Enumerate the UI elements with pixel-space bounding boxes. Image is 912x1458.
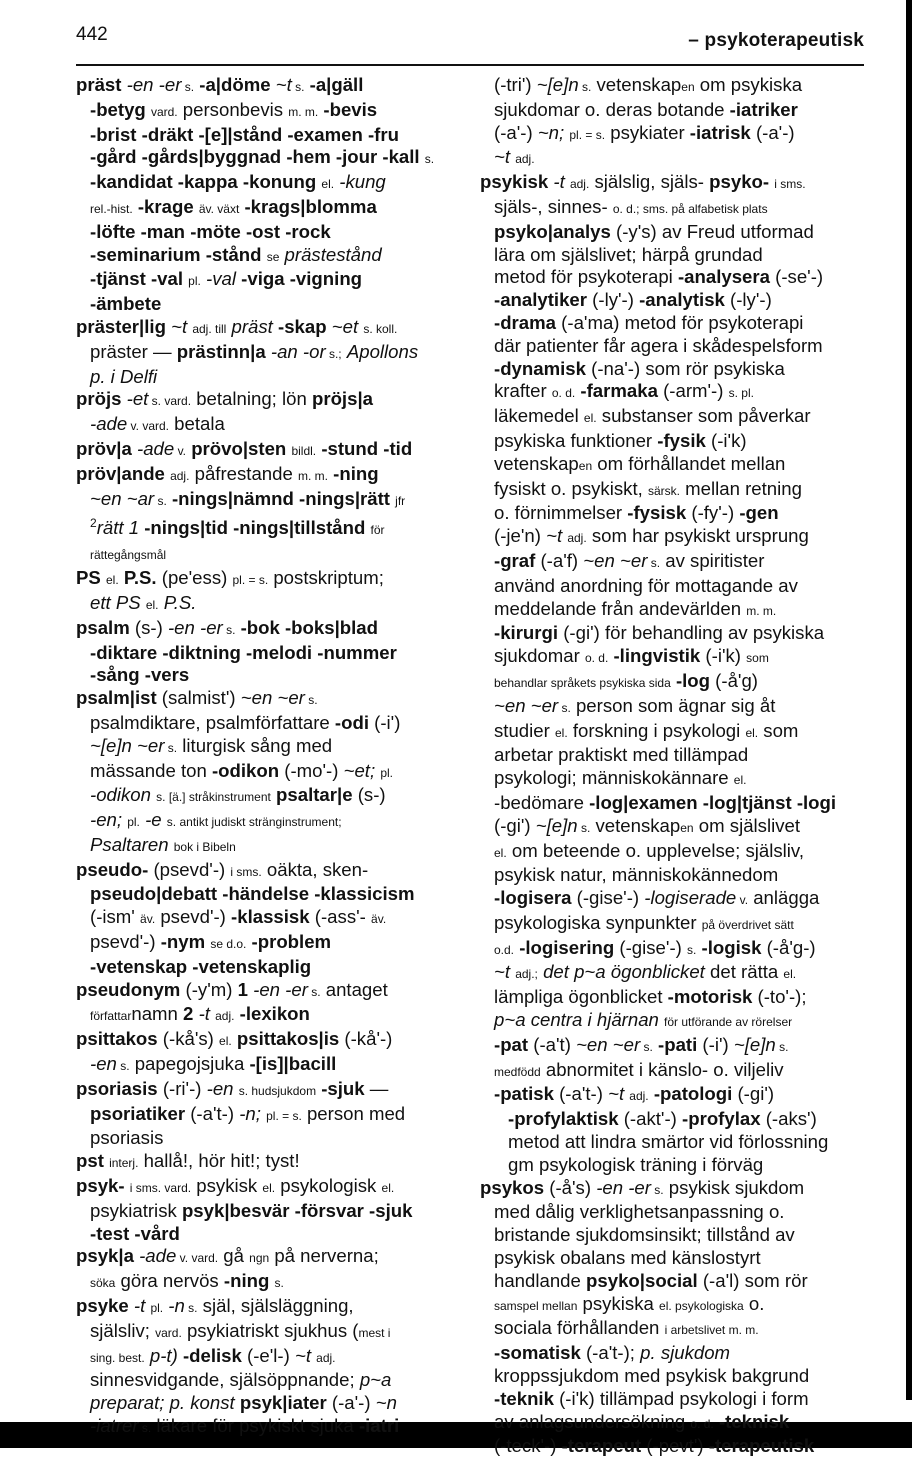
entry-line: studier el. forskning i psykologi el. som (494, 719, 799, 741)
entry-line: sinnesvidgande, själsöppnande; p~a (90, 1369, 392, 1391)
entry-line: präster|lig ~t adj. till präst -skap ~et s. koll. (76, 315, 398, 337)
entry-line: pröv|ande adj. påfrestande m. m. -ning (76, 462, 379, 484)
entry-line: psykisk -t adj. själslig, själs- psyko- i sms. (480, 171, 806, 193)
entry-line: psittakos (-kå's) el. psittakos|is (-kå'-) (76, 1028, 393, 1050)
entry-line: (-a'-) ~n; pl. = s. psykiater -iatrisk (-a'-) (494, 121, 795, 143)
running-head: – psykoterapeutisk (688, 30, 864, 51)
entry-line: PS el. P.S. (pe'ess) pl. = s. postskriptum; (76, 567, 384, 589)
entry-line: preparat; p. konst psyk|iater (-a'-) ~n (90, 1392, 397, 1414)
entry-line: -en s. papegojsjuka -[is]|bacill (90, 1053, 337, 1075)
entry-line: ~t adj. (494, 146, 535, 168)
entry-line: pröjs -et s. vard. betalning; lön pröjs|a (76, 388, 373, 410)
entry-line: -betyg vard. personbevis m. m. -bevis (90, 98, 378, 120)
entry-line: o.d. -logisering (-gise'-) s. -logisk (-å'g-) (494, 936, 816, 958)
entry-line: psykisk obalans med känslostyrt (494, 1247, 761, 1269)
entry-line: psykisk natur, människokännedom (494, 864, 779, 886)
entry-line: pst interj. hallå!, hör hit!; tyst! (76, 1150, 300, 1172)
entry-line: lära om själslivet; härpå grundad (494, 243, 763, 265)
entry-line: -iatrer s. läkare för psykiskt sjuka -iatri (90, 1415, 400, 1437)
entry-line: (-je'n) ~t adj. som har psykiskt ursprung (494, 525, 809, 547)
entry-line: psyk- i sms. vard. psykisk el. psykologisk el. (76, 1175, 395, 1197)
entry-line: handlande psyko|social (-a'l) som rör (494, 1269, 808, 1291)
entry-line: -diktare -diktning -melodi -nummer (90, 641, 397, 663)
entry-line: psoriasis (-ri'-) -en s. hudsjukdom -sjuk — (76, 1077, 389, 1099)
entry-line: -seminarium -stånd se prästestånd (90, 243, 382, 265)
entry-line: psyk|a -ade v. vard. gå ngn på nerverna; (76, 1245, 379, 1267)
entry-line: -vetenskap -vetenskaplig (90, 955, 312, 977)
entry-line: pseudonym (-y'm) 1 -en -er s. antaget (76, 978, 388, 1000)
entry-line: psoriasis (90, 1127, 164, 1149)
entry-line: (-teck'-) -terapeut (-pevt') -terapeutisk (494, 1435, 815, 1457)
entry-line: metod att lindra smärtor vid förlossning (508, 1131, 829, 1153)
entry-line: psykiatrisk psyk|besvär -försvar -sjuk (90, 1199, 413, 1221)
entry-line: $^2$rätt 1 -nings|tid -nings|tillstånd för (90, 516, 385, 539)
entry-line: psalm (s-) -en -er s. -bok -boks|blad (76, 616, 379, 638)
entry-line: -löfte -man -möte -ost -rock (90, 220, 331, 242)
entry-line: själsliv; vard. psykiatriskt sjukhus (mest i (90, 1319, 391, 1341)
entry-line: lämpliga ögonblicket -motorisk (-to'-); (494, 986, 807, 1008)
entry-line: psyke -t pl. -n s. själ, själsläggning, (76, 1295, 354, 1317)
entry-line: behandlar språkets psykiska sida -log (-å'g) (494, 669, 758, 691)
entry-line: själs-, sinnes- o. d.; sms. på alfabetisk plats (494, 195, 768, 217)
entry-line: arbetar praktiskt med tillämpad (494, 744, 749, 766)
entry-line: mässande ton -odikon (-mo'-) ~et; pl. (90, 759, 393, 781)
entry-line: ~t adj.; det p~a ögonblicket det rätta el. (494, 961, 797, 983)
left-column (76, 74, 454, 1440)
entry-line: -kirurgi (-gi') för behandling av psykiska (494, 622, 825, 644)
entry-line: -analytiker (-ly'-) -analytisk (-ly'-) (494, 289, 772, 311)
entry-line: -teknik (-i'k) tillämpad psykologi i form (494, 1387, 809, 1409)
entry-line: ~en ~ar s. -nings|nämnd -nings|rätt jfr (90, 487, 406, 509)
entry-line: p~a centra i hjärnan för utförande av rörelser (494, 1009, 793, 1031)
entry-line: -drama (-a'ma) metod för psykoterapi (494, 311, 804, 333)
entry-line: författarnamn 2 -t adj. -lexikon (90, 1003, 310, 1025)
entry-line: gm psykologisk träning i förväg (508, 1153, 764, 1175)
page-edge-shadow (906, 0, 912, 1400)
entry-line: -patisk (-a't-) ~t adj. -patologi (-gi') (494, 1083, 775, 1105)
entry-line: präster — prästinn|a -an -or s.; Apollons (90, 340, 419, 362)
entry-line: (-gi') ~[e]n s. vetenskapen om själslivet (494, 814, 801, 836)
entry-line: -dynamisk (-na'-) som rör psykiska (494, 357, 785, 379)
entry-line: bristande sjukdomsinsikt; tillstånd av (494, 1224, 795, 1246)
entry-line: pröv|a -ade v. prövo|sten bildl. -stund -tid (76, 437, 413, 459)
entry-line: meddelande från andevärlden m. m. (494, 597, 777, 619)
entry-line: psoriatiker (-a't-) -n; pl. = s. person med (90, 1102, 406, 1124)
entry-line: sjukdomar o. deras botande -iatriker (494, 98, 798, 120)
entry-line: (-tri') ~[e]n s. vetenskapen om psykiska (494, 74, 803, 95)
entry-line: använd anordning för mottagande av (494, 574, 798, 596)
entry-line: -en; pl. -e s. antikt judiskt stränginstrument; (90, 809, 342, 831)
entry-line: ~[e]n ~er s. liturgisk sång med (90, 734, 333, 756)
entry-line: Psaltaren bok i Bibeln (90, 833, 236, 855)
entry-line: läkemedel el. substanser som påverkar (494, 405, 811, 427)
page-number: 442 (76, 24, 108, 45)
entry-line: där patienter får agera i skådespelsform (494, 334, 823, 356)
entry-line: krafter o. d. -farmaka (-arm'-) s. pl. (494, 380, 754, 402)
entry-line: samspel mellan psykiska el. psykologiska o. (494, 1292, 765, 1314)
entry-line: -kandidat -kappa -konung el. -kung (90, 171, 386, 193)
entry-line: fysiskt o. psykiskt, särsk. mellan retning (494, 477, 802, 499)
entry-line: -logisera (-gise'-) -logiserade v. anlägga (494, 887, 820, 909)
entry-line: -profylaktisk (-akt'-) -profylax (-aks') (508, 1108, 817, 1130)
entry-line: av anlagsundersökning o. d. -teknisk (494, 1410, 790, 1432)
entry-line: -bedömare -log|examen -log|tjänst -logi (494, 791, 837, 813)
entry-line: ~en ~er s. person som ägnar sig åt (494, 694, 776, 716)
entry-line: el. om beteende o. upplevelse; själsliv, (494, 839, 805, 861)
entry-line: -ämbete (90, 293, 162, 315)
entry-line: rättegångsmål (90, 548, 167, 563)
entry-line: o. förnimmelser -fysisk (-fy'-) -gen (494, 502, 779, 524)
entry-line: -pat (-a't) ~en ~er s. -pati (-i') ~[e]n s. (494, 1033, 789, 1055)
entry-line: pseudo- (psevd'-) i sms. oäkta, sken- (76, 858, 369, 880)
entry-line: (-ism' äv. psevd'-) -klassisk (-ass'- äv. (90, 906, 387, 928)
entry-line: rel.-hist. -krage äv. växt -krags|blomma (90, 195, 377, 217)
entry-line: -graf (-a'f) ~en ~er s. av spiritister (494, 549, 765, 571)
entry-line: -brist -dräkt -[e]|stånd -examen -fru (90, 123, 399, 145)
entry-line: ett PS el. P.S. (90, 591, 197, 613)
entry-line: vetenskapen om förhållandet mellan (494, 452, 786, 474)
entry-line: -somatisk (-a't-); p. sjukdom (494, 1342, 731, 1364)
entry-line: medfödd abnormitet i känslo- o. viljeliv (494, 1058, 784, 1080)
entry-line: kroppssjukdom med psykisk bakgrund (494, 1365, 810, 1387)
entry-line: -ade v. vard. betala (90, 413, 225, 435)
entry-line: psykos (-å's) -en -er s. psykisk sjukdom (480, 1176, 805, 1198)
entry-line: -sång -vers (90, 664, 190, 686)
entry-line: sing. best. p-t) -delisk (-e'l-) ~t adj. (90, 1344, 336, 1366)
entry-line: psalm|ist (salmist') ~en ~er s. (76, 687, 318, 709)
entry-line: -tjänst -val pl. -val -viga -vigning (90, 268, 363, 290)
entry-line: psykologi; människokännare el. (494, 767, 747, 789)
entry-line: metod för psykoterapi -analysera (-se'-) (494, 266, 824, 288)
entry-line: -test -vård (90, 1222, 180, 1244)
entry-line: psyko|analys (-y's) av Freud utformad (494, 220, 814, 242)
entry-line: p. i Delfi (90, 365, 158, 387)
entry-line: sociala förhållanden i arbetslivet m. m. (494, 1317, 759, 1339)
entry-line: pseudo|debatt -händelse -klassicism (90, 883, 415, 905)
entry-line: med dålig verklighetsanpassning o. (494, 1201, 785, 1223)
entry-line: -gård -gårds|byggnad -hem -jour -kall s. (90, 146, 435, 168)
entry-line: psykiska funktioner -fysik (-i'k) (494, 429, 747, 451)
entry-line: psalmdiktare, psalmförfattare -odi (-i') (90, 711, 401, 733)
entry-line: söka göra nervös -ning s. (90, 1270, 284, 1292)
header-rule (76, 64, 864, 66)
entry-line: psykologiska synpunkter på överdrivet sätt (494, 911, 794, 933)
entry-line: psevd'-) -nym se d.o. -problem (90, 931, 332, 953)
entry-line: sjukdomar o. d. -lingvistik (-i'k) som (494, 645, 769, 667)
right-column (480, 74, 864, 1458)
entry-line: präst -en -er s. -a|döme ~t s. -a|gäll (76, 74, 364, 95)
entry-line: -odikon s. [ä.] stråkinstrument psaltar|e (s-) (90, 784, 386, 806)
